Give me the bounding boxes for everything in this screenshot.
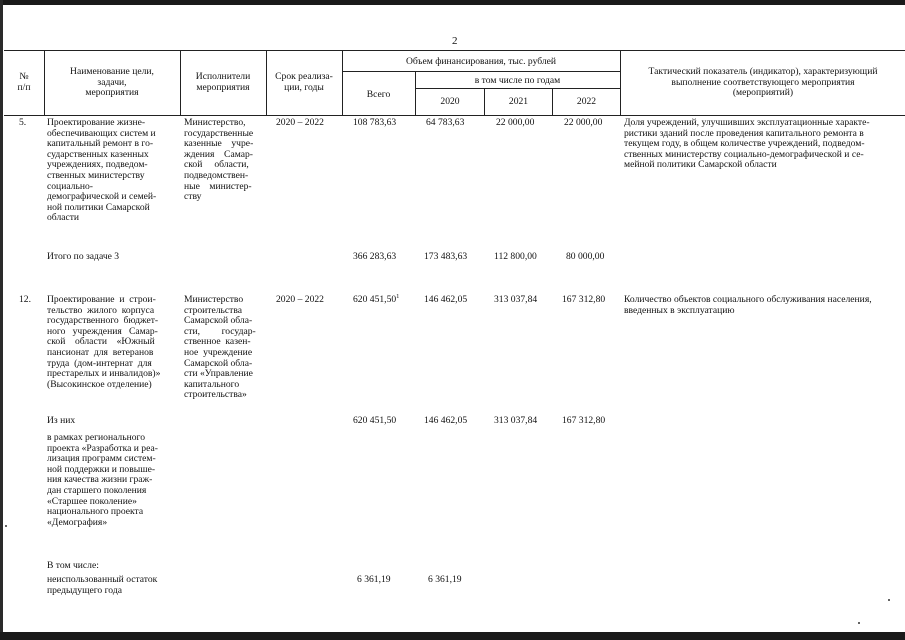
row5-executors: Министерство, государственные казенные учре- ждения Самар- ской области, подведомствен- ные министер- ству xyxy=(184,117,254,203)
header-year-2021: 2021 xyxy=(508,96,529,107)
col-divider xyxy=(44,50,45,116)
header-total: Всего xyxy=(366,89,391,100)
including-label: В том числе: xyxy=(47,560,99,571)
of-which-label: Из них xyxy=(47,415,76,426)
unused-balance-2020: 6 361,19 xyxy=(428,574,462,585)
header-name: Наименование цели, задачи, мероприятия xyxy=(70,66,154,99)
col-divider xyxy=(620,50,621,116)
row12-indicator: Количество объектов социального обслуживания населения, введенных в эксплуатацию xyxy=(624,294,872,316)
row5-total: 108 783,63 xyxy=(353,117,397,128)
row12-2022: 167 312,80 xyxy=(562,294,606,305)
row12-term: 2020 – 2022 xyxy=(276,294,324,305)
header-num: № п/п xyxy=(17,71,31,93)
row5-num: 5. xyxy=(19,117,27,128)
col-divider xyxy=(266,50,267,116)
of-which-total: 620 451,50 xyxy=(353,415,397,426)
row5-indicator: Доля учреждений, улучшивших эксплуатационные характе- ристики зданий после проведения капитального ремонта в текущем году, в общем количестве учреждений, подведом- ственных министерству социально-демографической и се- мейной политики Самарской области xyxy=(624,117,870,171)
funding-header-rule xyxy=(342,71,620,72)
of-which-2020: 146 462,05 xyxy=(424,415,468,426)
unused-balance-label: неиспользованный остаток предыдущего года xyxy=(47,574,158,596)
row12-num: 12. xyxy=(19,294,31,305)
scan-border-bottom xyxy=(0,632,905,640)
unused-balance-total: 6 361,19 xyxy=(357,574,391,585)
row5-name: Проектирование жизне- обеспечивающих систем и капитальный ремонт в го- сударственных казенных учреждениях, подведом- ственных министерству социально- демографической и семей- ной политики Самарской области xyxy=(47,117,157,224)
header-by-years: в том числе по годам xyxy=(474,75,561,86)
header-indicator: Тактический показатель (индикатор), характеризующий выполнение соответствующего мероприятия (мероприятий) xyxy=(648,66,878,99)
row5-2022: 22 000,00 xyxy=(564,117,603,128)
of-which-2021: 313 037,84 xyxy=(494,415,538,426)
task3-2020: 173 483,63 xyxy=(424,251,468,262)
col-divider xyxy=(415,71,416,116)
row12-total-value: 620 451,50 xyxy=(353,294,397,305)
row12-total xyxy=(353,292,400,306)
header-year-2022: 2022 xyxy=(576,96,597,107)
scan-border-top xyxy=(0,0,905,5)
col-divider xyxy=(484,88,485,116)
footnote-marker: 1 xyxy=(396,292,400,300)
scan-speck xyxy=(5,525,7,527)
row12-2020: 146 462,05 xyxy=(424,294,468,305)
header-funding: Объем финансирования, тыс. рублей xyxy=(405,56,557,67)
col-divider xyxy=(180,50,181,116)
years-header-rule xyxy=(415,88,620,89)
task3-2021: 112 800,00 xyxy=(494,251,537,262)
header-year-2020: 2020 xyxy=(440,96,460,107)
scan-speck xyxy=(888,599,890,601)
row12-executors: Министерство строительства Самарской обла- сти, государ- ственное казен- ное учреждение Самарской обла- сти «Управление капитального строительства» xyxy=(184,294,256,401)
of-which-2022: 167 312,80 xyxy=(562,415,606,426)
header-bottom-rule xyxy=(4,115,905,116)
row5-2021: 22 000,00 xyxy=(496,117,535,128)
col-divider xyxy=(342,50,343,116)
row5-term: 2020 – 2022 xyxy=(276,117,324,128)
header-executors: Исполнители мероприятия xyxy=(195,71,251,93)
col-divider xyxy=(552,88,553,116)
row12-2021: 313 037,84 xyxy=(494,294,538,305)
regional-project-text: в рамках регионального проекта «Разработка и реа- лизация программ систем- ной поддержки и повыше- ния качества жизни граж- дан старшего поколения «Старшее поколение» национального проекта «Демография» xyxy=(47,432,158,528)
task3-label: Итого по задаче 3 xyxy=(47,251,120,262)
task3-total: 366 283,63 xyxy=(353,251,397,262)
page-number: 2 xyxy=(452,35,458,47)
table-top-rule xyxy=(4,50,905,51)
row12-name: Проектирование и строи- тельство жилого корпуса государственного бюджет- ного учреждения Самар- ской области «Южный пансионат для ветеранов труда (дом-интернат для престарелых и инвалидов)» (Высокинское отделение) xyxy=(47,294,161,390)
header-term: Срок реализа- ции, годы xyxy=(275,71,333,93)
scan-border-left xyxy=(0,0,3,640)
scan-speck xyxy=(858,622,860,624)
task3-2022: 80 000,00 xyxy=(566,251,605,262)
row5-2020: 64 783,63 xyxy=(426,117,465,128)
